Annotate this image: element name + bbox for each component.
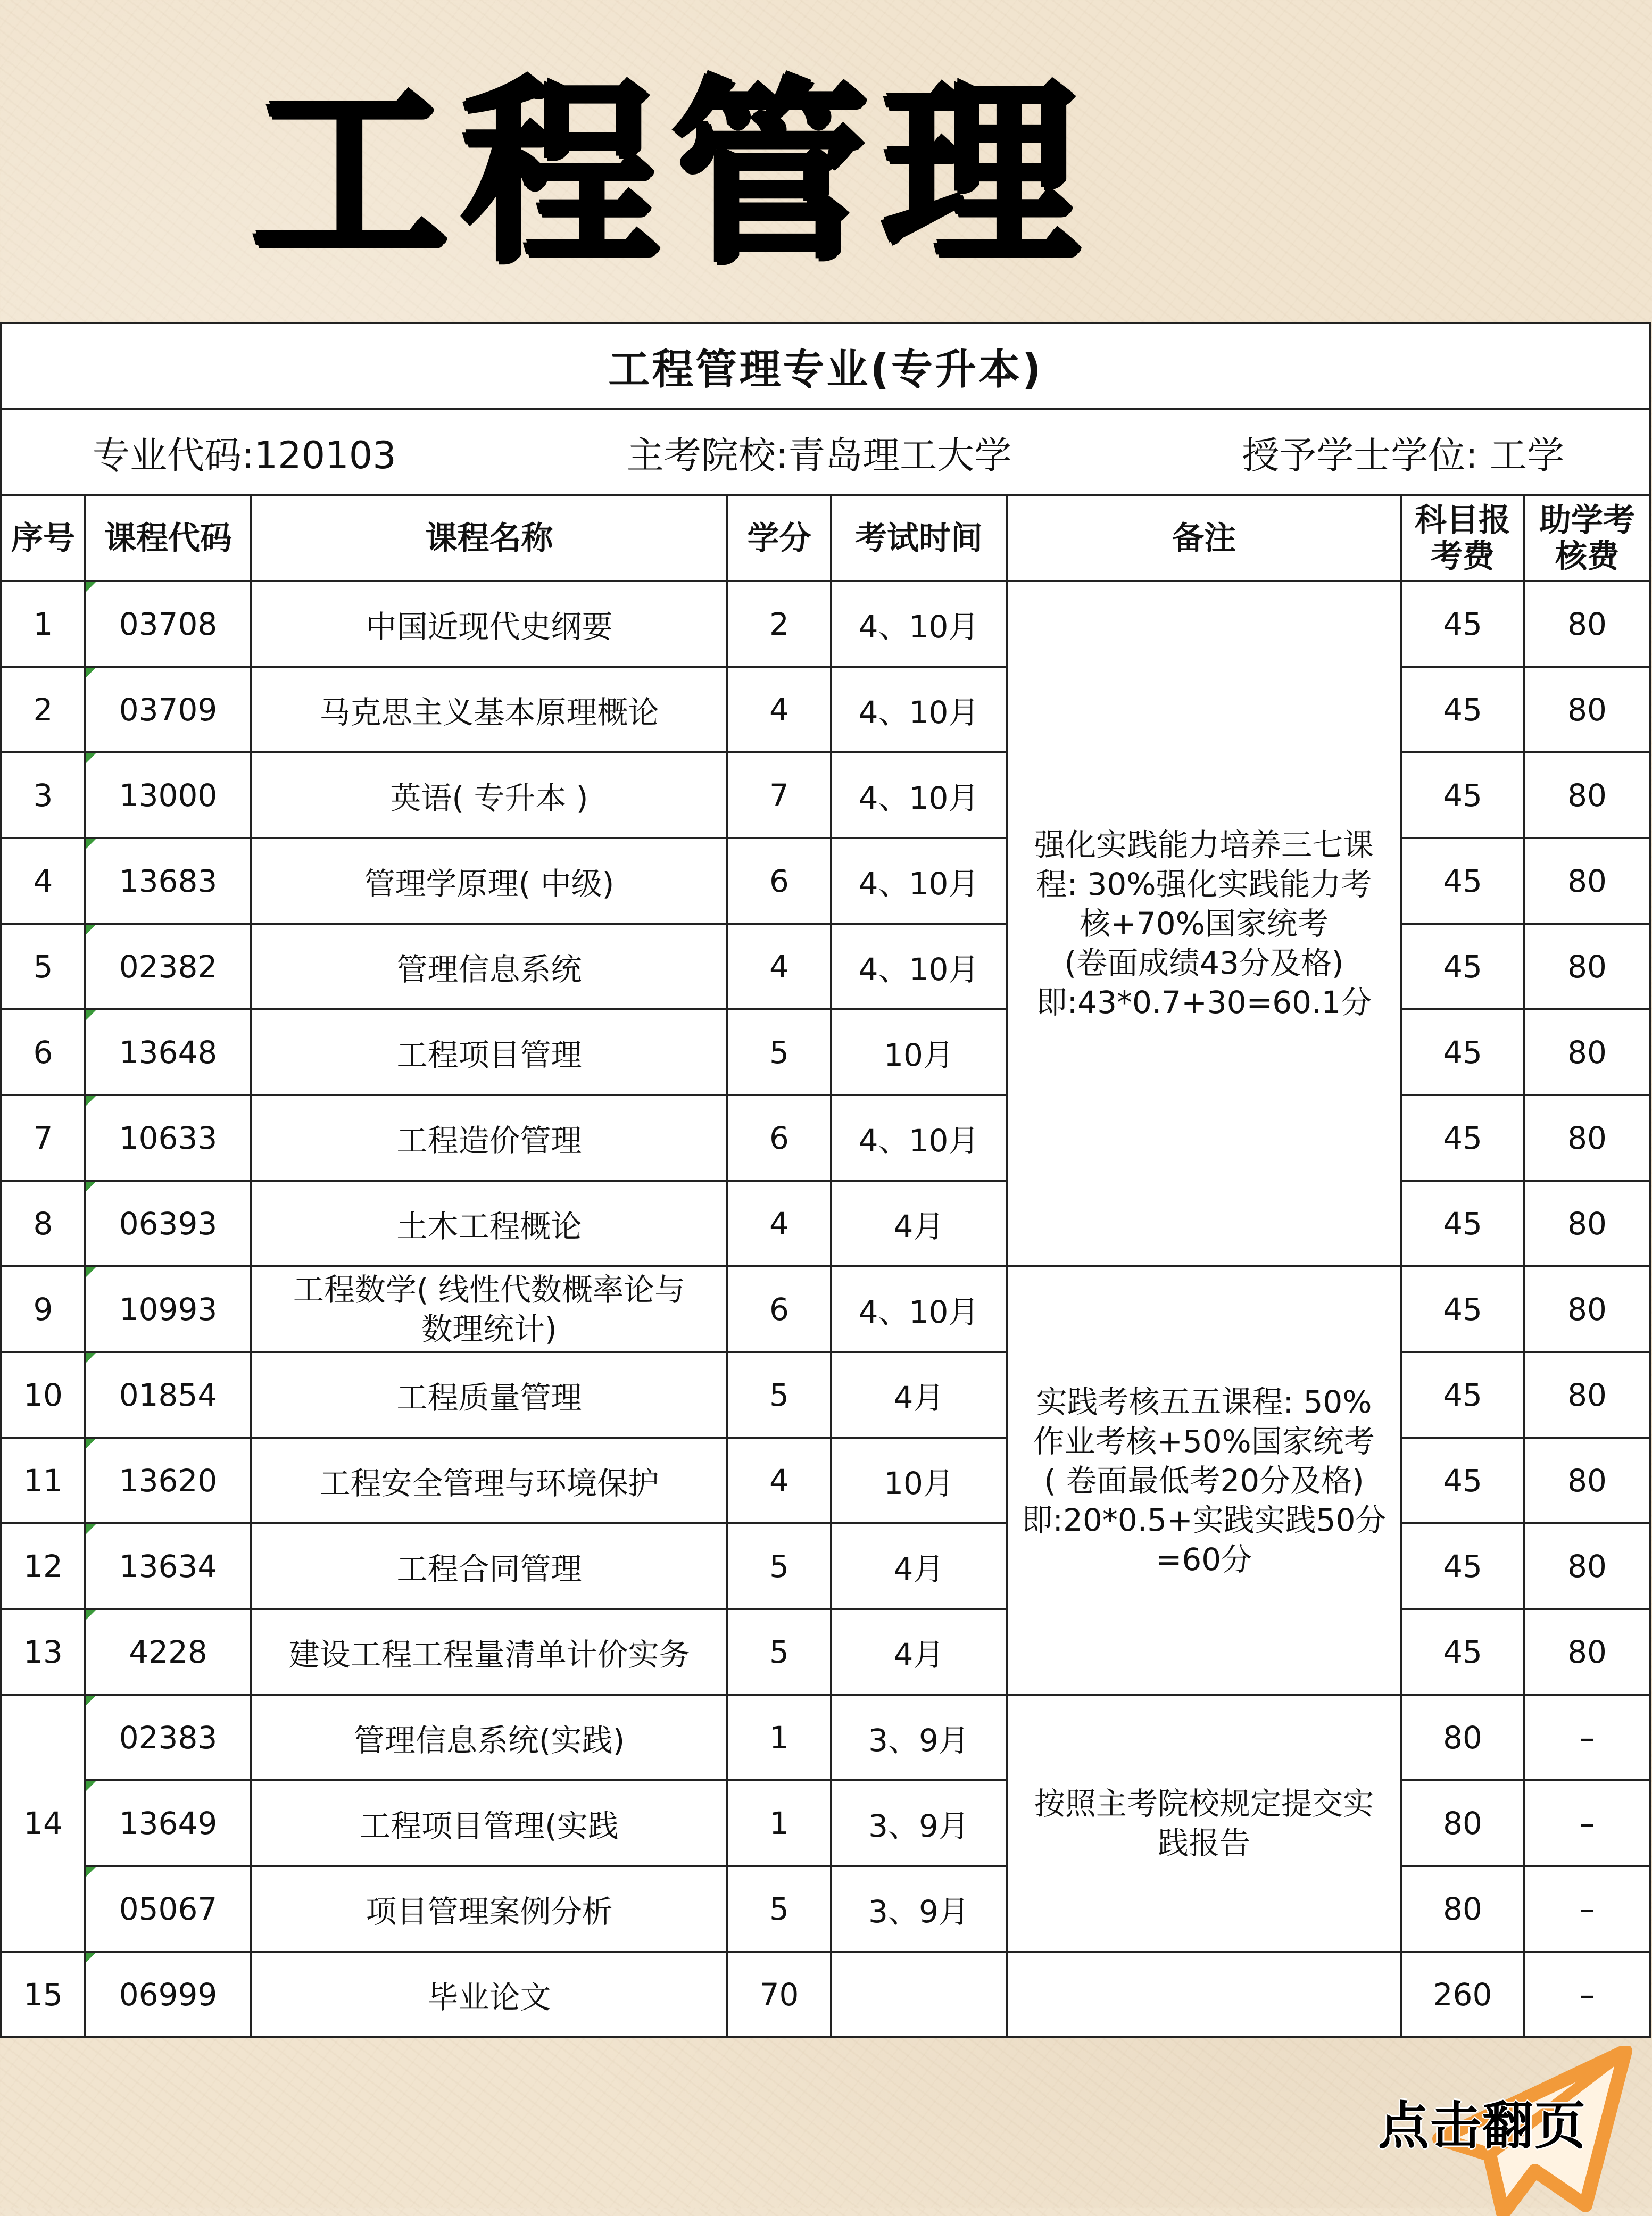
cell-code: 03708 [85, 581, 251, 667]
page-title: 工程管理 [251, 61, 1092, 290]
table-row [1, 1009, 1650, 1095]
degree: 授予学士学位: 工学 [1242, 433, 1565, 477]
cell-seq: 9 [1, 1266, 85, 1352]
cell-seq: 7 [1, 1095, 85, 1181]
cell-assist-fee: 80 [1524, 1266, 1650, 1352]
cell-code: 13620 [85, 1438, 251, 1523]
cell-note [1007, 1952, 1401, 2037]
cell-code: 10633 [85, 1095, 251, 1181]
cell-credit: 1 [727, 1695, 831, 1780]
table-row [1, 1438, 1650, 1523]
cell-code: 03709 [85, 667, 251, 752]
cell-code: 06999 [85, 1952, 251, 2037]
cell-time: 3、9月 [831, 1695, 1007, 1780]
cell-assist-fee: – [1524, 1780, 1650, 1866]
cell-time: 3、9月 [831, 1866, 1007, 1952]
table-row [1, 1266, 1650, 1352]
cell-credit: 4 [727, 667, 831, 752]
cell-assist-fee: 80 [1524, 667, 1650, 752]
cell-code: 05067 [85, 1866, 251, 1952]
cell-code: 4228 [85, 1609, 251, 1695]
cell-code: 13648 [85, 1009, 251, 1095]
cell-assist-fee: – [1524, 1695, 1650, 1780]
cell-time: 4、10月 [831, 581, 1007, 667]
header-row [1, 495, 1650, 581]
cell-time: 3、9月 [831, 1780, 1007, 1866]
cell-assist-fee: – [1524, 1866, 1650, 1952]
cell-credit: 6 [727, 1266, 831, 1352]
note-group-3: 按照主考院校规定提交实 践报告 [1007, 1695, 1401, 1952]
cell-name: 管理信息系统 [251, 924, 727, 1009]
cell-exam-fee: 260 [1401, 1952, 1524, 2037]
cell-credit: 5 [727, 1009, 831, 1095]
table-row [1, 581, 1650, 667]
cell-seq: 6 [1, 1009, 85, 1095]
cell-seq: 3 [1, 752, 85, 838]
note-group-1: 强化实践能力培养三七课 程: 30%强化实践能力考 核+70%国家统考 (卷面成绩43分及格) 即:43*0.7+30=60.1分 [1007, 581, 1401, 1266]
cell-time: 4、10月 [831, 752, 1007, 838]
cell-time [831, 1952, 1007, 2037]
cell-name: 英语( 专升本 ) [251, 752, 727, 838]
cell-assist-fee: 80 [1524, 1181, 1650, 1266]
cell-code: 10993 [85, 1266, 251, 1352]
cell-time: 4、10月 [831, 667, 1007, 752]
cell-seq: 2 [1, 667, 85, 752]
cell-credit: 5 [727, 1523, 831, 1609]
cell-time: 4、10月 [831, 838, 1007, 924]
cell-name: 管理信息系统(实践) [251, 1695, 727, 1780]
cell-seq: 10 [1, 1352, 85, 1438]
cell-exam-fee: 45 [1401, 1181, 1524, 1266]
cell-code: 13683 [85, 838, 251, 924]
cell-time: 4月 [831, 1609, 1007, 1695]
cell-exam-fee: 45 [1401, 1266, 1524, 1352]
cell-time: 4、10月 [831, 1095, 1007, 1181]
header-time: 考试时间 [831, 495, 1007, 581]
cell-name: 建设工程工程量清单计价实务 [251, 1609, 727, 1695]
cell-exam-fee: 45 [1401, 1609, 1524, 1695]
note-group-2: 实践考核五五课程: 50% 作业考核+50%国家统考 ( 卷面最低考20分及格) 即:20*0.5+实践实践50分 =60分 [1007, 1266, 1401, 1695]
cell-seq: 5 [1, 924, 85, 1009]
header-code: 课程代码 [85, 495, 251, 581]
cell-exam-fee: 45 [1401, 667, 1524, 752]
cell-exam-fee: 45 [1401, 1438, 1524, 1523]
table-row [1, 838, 1650, 924]
cell-exam-fee: 45 [1401, 752, 1524, 838]
cell-credit: 4 [727, 924, 831, 1009]
exam-school: 主考院校:青岛理工大学 [626, 433, 1012, 477]
cell-time: 4、10月 [831, 1266, 1007, 1352]
cell-name: 管理学原理( 中级) [251, 838, 727, 924]
cell-time: 10月 [831, 1009, 1007, 1095]
cell-time: 4月 [831, 1523, 1007, 1609]
cell-credit: 6 [727, 1095, 831, 1181]
cell-seq: 15 [1, 1952, 85, 2037]
cell-seq: 14 [1, 1695, 85, 1952]
table-row [1, 1609, 1650, 1695]
cell-assist-fee: 80 [1524, 1438, 1650, 1523]
cell-assist-fee: 80 [1524, 1352, 1650, 1438]
header-exam-fee: 科目报 考费 [1401, 495, 1524, 581]
cell-assist-fee: 80 [1524, 1523, 1650, 1609]
cell-assist-fee: 80 [1524, 1095, 1650, 1181]
table-row [1, 667, 1650, 752]
cell-assist-fee: 80 [1524, 752, 1650, 838]
cell-assist-fee: 80 [1524, 1009, 1650, 1095]
cell-time: 4月 [831, 1352, 1007, 1438]
cell-credit: 4 [727, 1438, 831, 1523]
cell-credit: 5 [727, 1609, 831, 1695]
major-code: 专业代码:120103 [93, 433, 396, 477]
cell-exam-fee: 45 [1401, 1523, 1524, 1609]
cell-exam-fee: 45 [1401, 838, 1524, 924]
cell-code: 13649 [85, 1780, 251, 1866]
cell-name: 工程造价管理 [251, 1095, 727, 1181]
cell-code: 13000 [85, 752, 251, 838]
cell-name: 马克思主义基本原理概论 [251, 667, 727, 752]
major-info [1, 409, 1650, 495]
cell-name: 工程合同管理 [251, 1523, 727, 1609]
cell-seq: 1 [1, 581, 85, 667]
cell-credit: 70 [727, 1952, 831, 2037]
cell-credit: 1 [727, 1780, 831, 1866]
cell-credit: 7 [727, 752, 831, 838]
next-page-button[interactable]: 点击翻页 [1378, 2096, 1587, 2156]
cell-seq: 12 [1, 1523, 85, 1609]
cell-exam-fee: 45 [1401, 924, 1524, 1009]
header-credit: 学分 [727, 495, 831, 581]
cell-name: 工程安全管理与环境保护 [251, 1438, 727, 1523]
cell-exam-fee: 45 [1401, 581, 1524, 667]
cell-seq: 4 [1, 838, 85, 924]
cell-seq: 8 [1, 1181, 85, 1266]
header-assist-fee: 助学考 核费 [1524, 495, 1650, 581]
cell-exam-fee: 80 [1401, 1780, 1524, 1866]
table-row [1, 1952, 1650, 2037]
cell-credit: 4 [727, 1181, 831, 1266]
cell-code: 01854 [85, 1352, 251, 1438]
cell-assist-fee: 80 [1524, 1609, 1650, 1695]
cell-assist-fee: 80 [1524, 924, 1650, 1009]
cell-code: 06393 [85, 1181, 251, 1266]
cell-time: 10月 [831, 1438, 1007, 1523]
cell-credit: 6 [727, 838, 831, 924]
course-table [0, 322, 1651, 2038]
cell-assist-fee: 80 [1524, 581, 1650, 667]
cell-exam-fee: 80 [1401, 1866, 1524, 1952]
cell-exam-fee: 45 [1401, 1095, 1524, 1181]
cell-code: 02383 [85, 1695, 251, 1780]
table-row [1, 1095, 1650, 1181]
cell-name: 工程质量管理 [251, 1352, 727, 1438]
cell-name: 土木工程概论 [251, 1181, 727, 1266]
cell-name: 工程数学( 线性代数概率论与 数理统计) [251, 1266, 727, 1352]
cell-credit: 5 [727, 1866, 831, 1952]
cell-name: 工程项目管理(实践 [251, 1780, 727, 1866]
table-title: 工程管理专业(专升本) [1, 323, 1650, 409]
table-row [1, 1181, 1650, 1266]
header-seq: 序号 [1, 495, 85, 581]
cell-exam-fee: 80 [1401, 1695, 1524, 1780]
table-row [1, 1523, 1650, 1609]
cell-exam-fee: 45 [1401, 1009, 1524, 1095]
cell-exam-fee: 45 [1401, 1352, 1524, 1438]
table-row [1, 1352, 1650, 1438]
cell-name: 工程项目管理 [251, 1009, 727, 1095]
cell-credit: 2 [727, 581, 831, 667]
header-name: 课程名称 [251, 495, 727, 581]
cell-name: 中国近现代史纲要 [251, 581, 727, 667]
table-row [1, 1866, 1650, 1952]
table-row [1, 752, 1650, 838]
cell-code: 13634 [85, 1523, 251, 1609]
cell-credit: 5 [727, 1352, 831, 1438]
cell-seq: 11 [1, 1438, 85, 1523]
cell-time: 4月 [831, 1181, 1007, 1266]
cell-name: 毕业论文 [251, 1952, 727, 2037]
cell-time: 4、10月 [831, 924, 1007, 1009]
cell-assist-fee: – [1524, 1952, 1650, 2037]
cell-name: 项目管理案例分析 [251, 1866, 727, 1952]
table-row [1, 1780, 1650, 1866]
cell-assist-fee: 80 [1524, 838, 1650, 924]
cell-code: 02382 [85, 924, 251, 1009]
header-note: 备注 [1007, 495, 1401, 581]
cell-seq: 13 [1, 1609, 85, 1695]
table-row [1, 924, 1650, 1009]
table-row [1, 1695, 1650, 1780]
